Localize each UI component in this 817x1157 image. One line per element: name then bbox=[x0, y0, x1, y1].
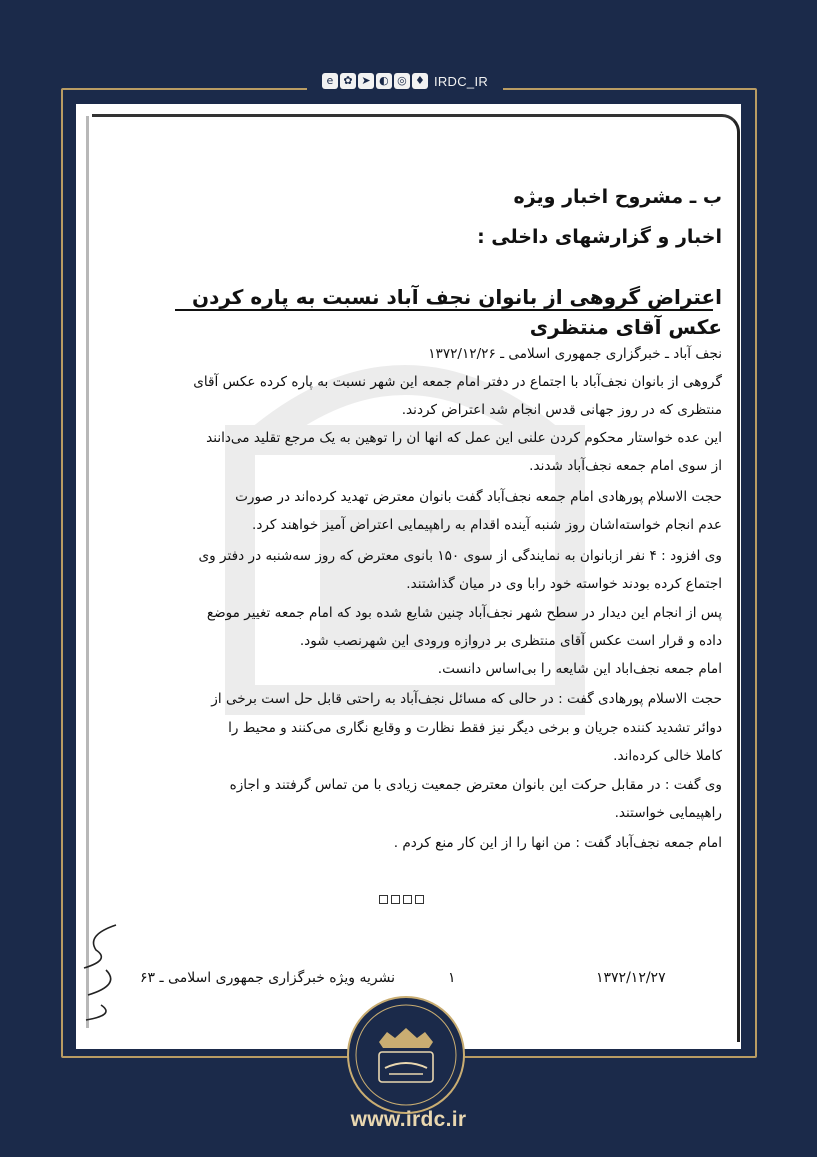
footer-page-number: ۱ bbox=[448, 970, 456, 986]
body-line: عدم انجام خواسته‌اشان روز شنبه آینده اقدام به راهپیمایی اعتراض آمیز خواهند کرد. bbox=[252, 517, 722, 533]
footer-date: ۱۳۷۲/۱۲/۲۷ bbox=[596, 970, 666, 986]
irdc-emblem-icon bbox=[347, 996, 465, 1114]
body-line: از سوی امام جمعه نجف‌آباد شدند. bbox=[529, 458, 722, 474]
subsection-heading: اخبار و گزارشهای داخلی : bbox=[477, 226, 722, 248]
body-line: حجت الاسلام پورهادی گفت : در حالی که مسائل نجف‌آباد به راحتی قابل حل است برخی از bbox=[211, 691, 722, 707]
body-line: راهپیمایی خواستند. bbox=[614, 805, 722, 821]
bale-icon[interactable]: ◐ bbox=[376, 73, 392, 89]
body-line: امام جمعه نجف‌آباد گفت : من انها را از این کار منع کردم . bbox=[393, 835, 722, 851]
body-line: منتظری که در روز جهانی قدس انجام شد اعتراض کردند. bbox=[401, 402, 722, 418]
body-line: امام جمعه نجف‌اباد این شایعه را بی‌اساس دانست. bbox=[437, 661, 722, 677]
social-bar bbox=[307, 68, 503, 94]
body-line: وی افزود : ۴ نفر ازبانوان به نمایندگی از سوی ۱۵۰ بانوی معترض که روز سه‌شنبه در دفتر وی bbox=[198, 548, 722, 564]
end-mark bbox=[403, 895, 412, 904]
website-url[interactable]: www.irdc.ir bbox=[350, 1108, 467, 1131]
body-line: گروهی از بانوان نجف‌آباد با اجتماع در دفتر امام جمعه این شهر نسبت به پاره کرده عکس آقای bbox=[193, 374, 722, 390]
social-handle[interactable]: IRDC_IR bbox=[433, 73, 489, 89]
section-heading: ب ـ مشروح اخبار ویژه bbox=[513, 186, 722, 208]
title-underline bbox=[175, 309, 713, 311]
body-line: اجتماع کرده بودند خواسته خود رابا وی در میان گذاشتند. bbox=[406, 576, 722, 592]
eitaa-icon[interactable]: e bbox=[322, 73, 338, 89]
body-line: داده و قرار است عکس آقای منتظری بر دروازه ورودی این شهرنصب شود. bbox=[299, 633, 722, 649]
scan-shadow bbox=[86, 116, 89, 1028]
telegram-icon[interactable]: ➤ bbox=[358, 73, 374, 89]
end-marks bbox=[379, 895, 424, 904]
body-line: نجف آباد ـ خبرگزاری جمهوری اسلامی ـ ۱۳۷۲/۱۲/۲۶ bbox=[428, 346, 722, 362]
body-line: کاملا خالی کرده‌اند. bbox=[613, 748, 722, 764]
aparat-icon[interactable]: ✿ bbox=[340, 73, 356, 89]
footer-publication: نشریه ویژه خبرگزاری جمهوری اسلامی ـ ۶۳ bbox=[140, 970, 395, 986]
body-line: حجت الاسلام پورهادی امام جمعه نجف‌آباد گفت بانوان معترض تهدید کرده‌اند در صورت bbox=[235, 489, 722, 505]
instagram-icon[interactable]: ◎ bbox=[394, 73, 410, 89]
handwritten-signature bbox=[76, 910, 124, 1030]
body-line: دوائر تشدید کننده جریان و برخی دیگر نیز فقط نظارت و وقایع نگاری می‌کنند و محیط را bbox=[228, 720, 722, 736]
twitter-icon[interactable]: ♦ bbox=[412, 73, 428, 89]
body-line: وی گفت : در مقابل حرکت این بانوان معترض جمعیت زیادی با من تماس گرفتند و اجازه bbox=[229, 777, 722, 793]
body-line: پس از انجام این دیدار در سطح شهر نجف‌آباد چنین شایع شده بود که امام جمعه تغییر موضع bbox=[206, 605, 722, 621]
end-mark bbox=[415, 895, 424, 904]
end-mark bbox=[379, 895, 388, 904]
end-mark bbox=[391, 895, 400, 904]
article-title: اعتراض گروهی از بانوان نجف آباد نسبت به پاره کردن عکس آقای منتظری bbox=[192, 285, 722, 339]
emblem-graphic bbox=[349, 998, 463, 1112]
body-line: این عده خواستار محکوم کردن علنی این عمل که انها ان را توهین به یک مرجع تقلید می‌دانند bbox=[206, 430, 722, 446]
